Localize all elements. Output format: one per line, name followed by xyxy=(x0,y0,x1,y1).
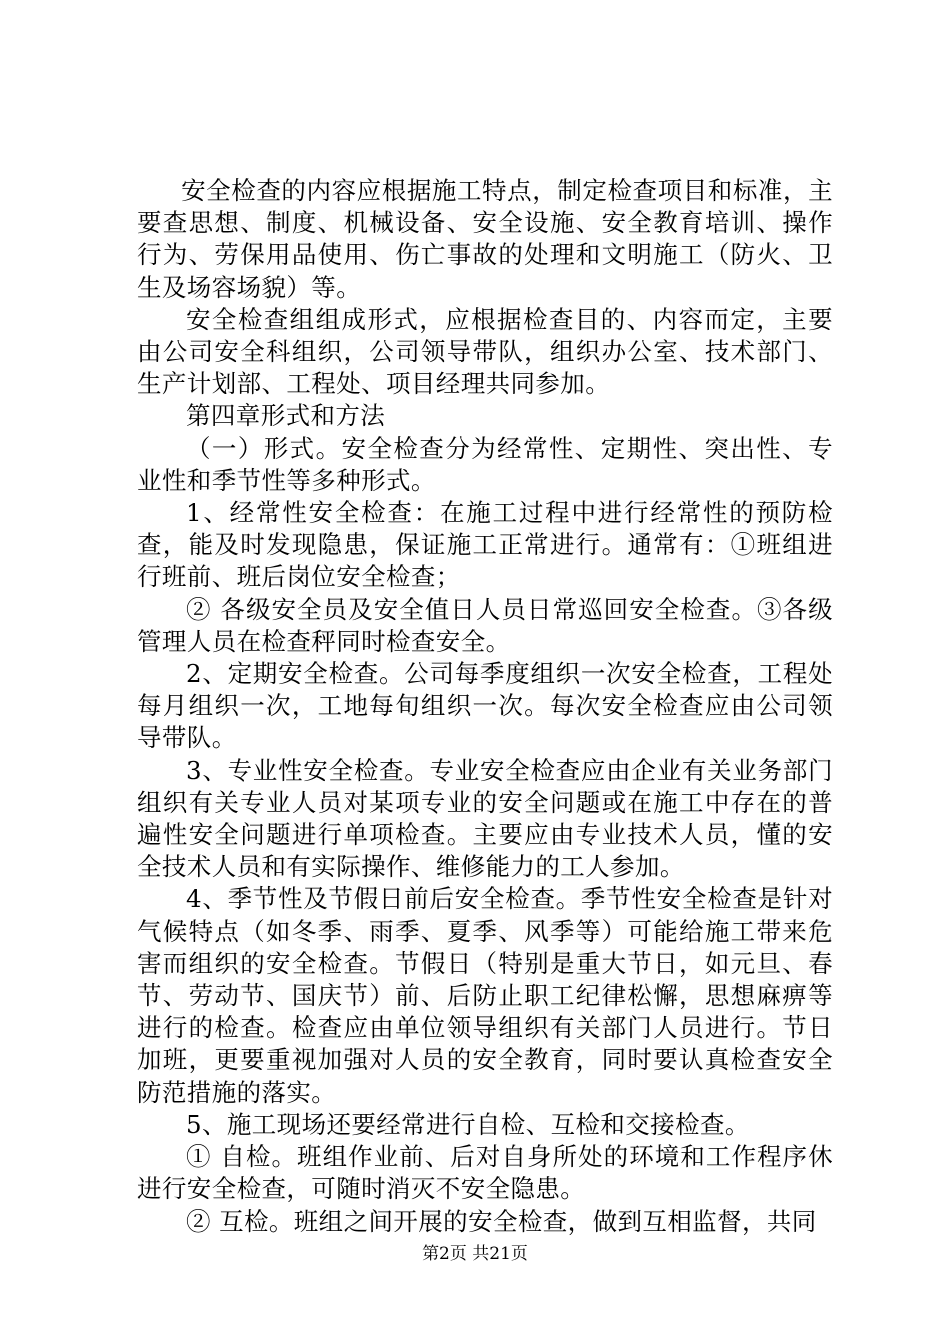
paragraph-mutual-inspection: ② 互检。班组之间开展的安全检查，做到互相监督，共同 xyxy=(186,1206,817,1236)
paragraph-professional-inspection: 3、专业性安全检查。专业安全检查应由企业有关业务部门组织有关专业人员对某项专业的安全问题或在施工中存在的普遍性安全问题进行单项检查。主要应由专业技术人员，懂的安全技术人员和有实际操作、维修能力的工人参加。 xyxy=(137,755,833,882)
paragraph-seasonal-inspection: 4、季节性及节假日前后安全检查。季节性安全检查是针对气候特点（如冬季、雨季、夏季、风季等）可能给施工带来危害而组织的安全检查。节假日（特别是重大节日，如元旦、春节、劳动节、国庆节）前、后防止职工纪律松懈，思想麻痹等进行的检查。检查应由单位领导组织有关部门人员进行。节日加班，更要重视加强对人员的安全教育，同时要认真检查安全防范措施的落实。 xyxy=(137,884,833,1107)
paragraph-safety-officer-inspection: ② 各级安全员及安全值日人员日常巡回安全检查。③各级管理人员在检查秤同时检查安全。 xyxy=(137,594,833,656)
document-body xyxy=(137,175,833,1238)
paragraph-self-inspection: ① 自检。班组作业前、后对自身所处的环境和工作程序休进行安全检查，可随时消灭不安全隐患。 xyxy=(137,1142,833,1204)
paragraph-site-inspection: 5、施工现场还要经常进行自检、互检和交接检查。 xyxy=(186,1109,750,1139)
paragraph-inspection-team: 安全检查组组成形式，应根据检查目的、内容而定，主要由公司安全科组织，公司领导带队，组织办公室、技术部门、生产计划部、工程处、项目经理共同参加。 xyxy=(137,304,833,399)
paragraph-inspection-content: 安全检查的内容应根据施工特点，制定检查项目和标准，主要查思想、制度、机械设备、安全设施、安全教育培训、操作行为、劳保用品使用、伤亡事故的处理和文明施工（防火、卫生及场容场貌）等。 xyxy=(137,176,833,302)
paragraph-forms: （一）形式。安全检查分为经常性、定期性、突出性、专业性和季节性等多种形式。 xyxy=(137,433,833,495)
paragraph-regular-inspection: 1、经常性安全检查：在施工过程中进行经常性的预防检查，能及时发现隐患，保证施工正常进行。通常有：①班组进行班前、班后岗位安全检查； xyxy=(137,498,833,592)
page-footer: 第2页 共21页 xyxy=(422,1244,528,1264)
paragraph-periodic-inspection: 2、定期安全检查。公司每季度组织一次安全检查，工程处每月组织一次，工地每旬组织一次。每次安全检查应由公司领导带队。 xyxy=(137,659,833,753)
chapter-heading: 第四章形式和方法 xyxy=(186,401,386,431)
